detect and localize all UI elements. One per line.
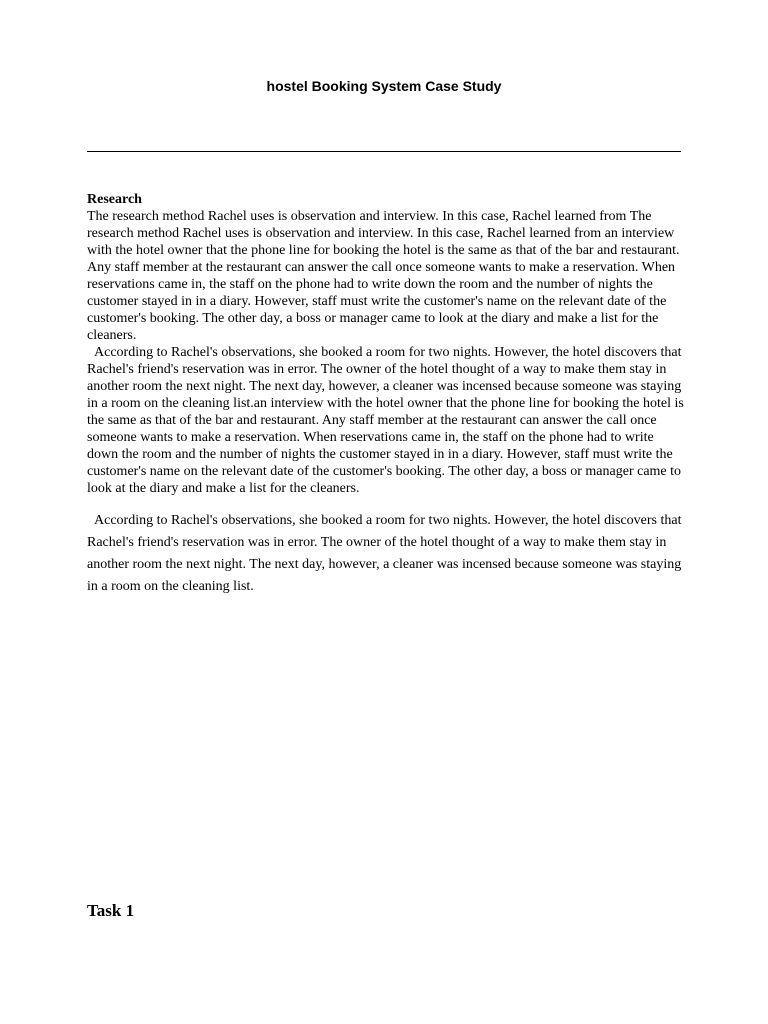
title-divider	[87, 151, 681, 152]
research-paragraph-1: The research method Rachel uses is observation and interview. In this case, Rachel learned from The research method Rachel uses is observation and interview. In this case, Rachel learned from an interview with the hotel owner that the phone line for booking the hotel is the same as that of the bar and restaurant. Any staff member at the restaurant can answer the call once someone wants to make a reservation. When reservations came in, the staff on the phone had to write down the room and the number of nights the customer stayed in in a diary. However, staff must write the customer's name on the relevant date of the customer's booking. The other day, a boss or manager came to look at the diary and make a list for the cleaners.	[87, 209, 680, 343]
task-1-heading: Task 1	[87, 901, 135, 920]
research-paragraph-2: According to Rachel's observations, she booked a room for two nights. However, the hotel discovers that Rachel's friend's reservation was in error. The owner of the hotel thought of a way to make them stay in another room the next night. The next day, however, a cleaner was incensed because someone was staying in a room on the cleaning list.an interview with the hotel owner that the phone line for booking the hotel is the same as that of the bar and restaurant. Any staff member at the restaurant can answer the call once someone wants to make a reservation. When reservations came in, the staff on the phone had to write down the room and the number of nights the customer stayed in in a diary. However, staff must write the customer's name on the relevant date of the customer's booking. The other day, a boss or manager came to look at the diary and make a list for the cleaners.	[87, 345, 684, 496]
research-heading: Research	[87, 192, 142, 207]
research-paragraph-3: According to Rachel's observations, she booked a room for two nights. However, the hotel discovers that Rachel's friend's reservation was in error. The owner of the hotel thought of a way to make them stay in another room the next night. The next day, however, a cleaner was incensed because someone was staying in a room on the cleaning list.	[87, 513, 682, 594]
page-title: hostel Booking System Case Study	[266, 78, 502, 94]
research-body	[87, 208, 687, 497]
